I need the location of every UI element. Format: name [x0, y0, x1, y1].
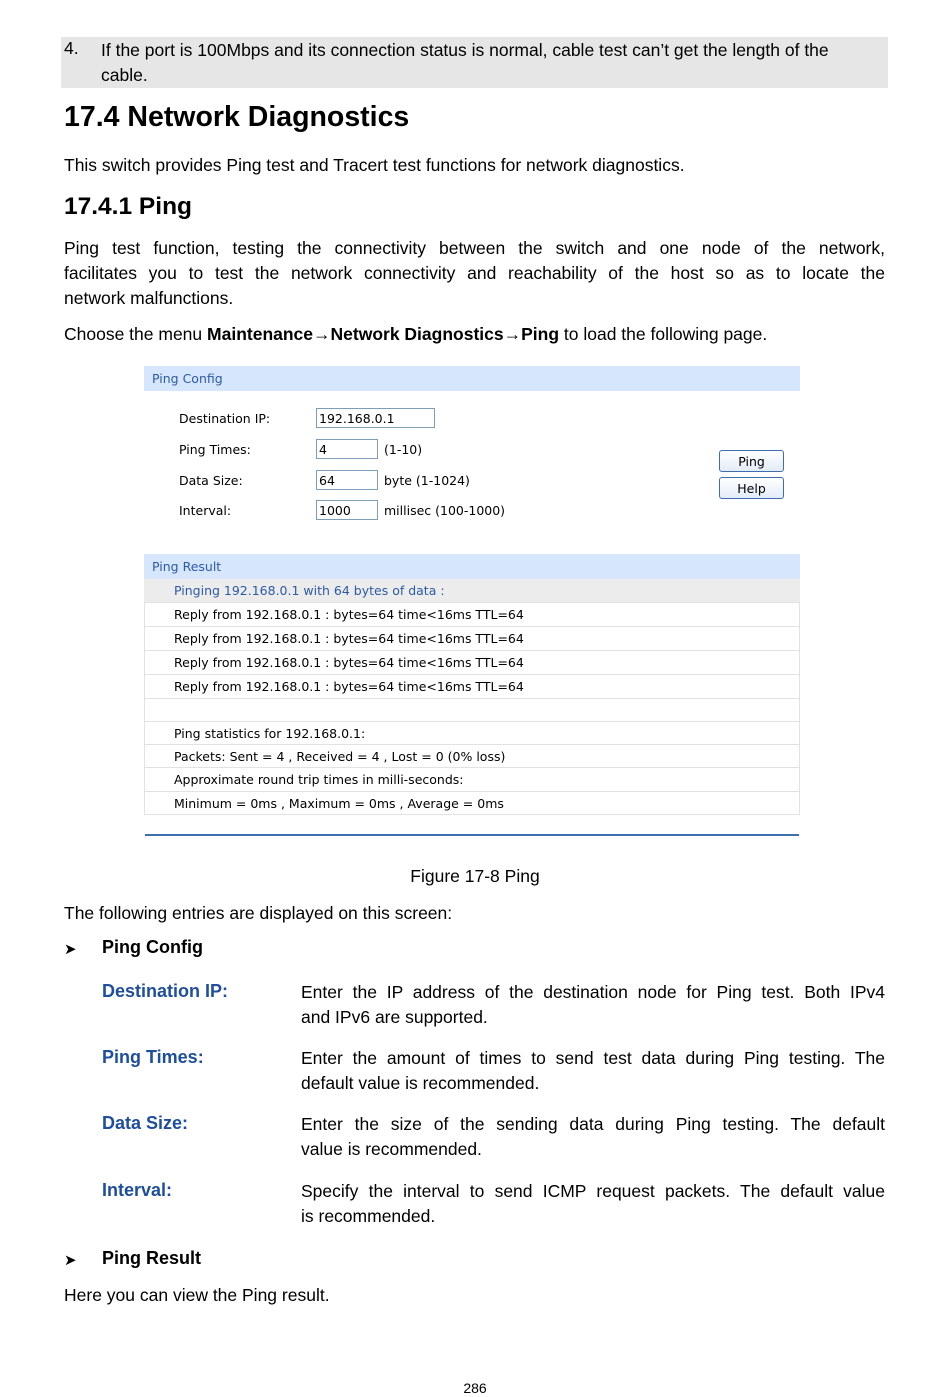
note-text: [101, 38, 885, 88]
bullet-arrow-icon: ➤: [64, 941, 77, 958]
note-line-1: If the port is 100Mbps and its connection status is normal, cable test can’t get the length of the: [101, 40, 829, 60]
paragraph-line-1: Ping test function, testing the connectivity between the switch and one node of the network,: [64, 238, 885, 258]
bullet-arrow-icon: ➤: [64, 1252, 77, 1269]
note-line-2: cable.: [101, 65, 148, 85]
def-line: value is recommended.: [301, 1139, 482, 1159]
result-row-empty: [144, 699, 800, 722]
data-size-label: Data Size:: [179, 473, 243, 488]
page-number: 286: [463, 1380, 487, 1396]
paragraph-line-2: facilitates you to test the network connectivity and reachability of the host so as to locate the: [64, 263, 885, 283]
result-row: Packets: Sent = 4 , Received = 4 , Lost = 0 (0% loss): [144, 745, 800, 768]
def-ping-times: [301, 1046, 885, 1096]
subsection-paragraph: [64, 236, 885, 311]
subsection-title: 17.4.1 Ping: [64, 193, 193, 220]
def-line: Enter the IP address of the destination node for Ping test. Both IPv4: [301, 982, 885, 1002]
def-line: is recommended.: [301, 1206, 436, 1226]
def-line: Enter the size of the sending data during Ping testing. The default: [301, 1114, 885, 1134]
result-row: Reply from 192.168.0.1 : bytes=64 time<16ms TTL=64: [144, 675, 800, 699]
def-line: and IPv6 are supported.: [301, 1007, 488, 1027]
section-intro: This switch provides Ping test and Tracert test functions for network diagnostics.: [64, 155, 685, 175]
ping-config-heading: Ping Config: [102, 937, 203, 957]
note-number: 4.: [64, 38, 79, 58]
menu-prefix: Choose the menu: [64, 324, 208, 344]
result-row: Ping statistics for 192.168.0.1:: [144, 722, 800, 745]
ping-screenshot: [144, 366, 800, 838]
def-data-size: [301, 1112, 885, 1162]
def-line: Enter the amount of times to send test data during Ping testing. The: [301, 1048, 885, 1068]
ping-button[interactable]: Ping: [719, 450, 784, 472]
def-destination-ip: [301, 980, 885, 1030]
help-button[interactable]: Help: [719, 477, 784, 499]
destination-ip-input[interactable]: 192.168.0.1: [316, 408, 435, 428]
entries-intro: The following entries are displayed on this screen:: [64, 903, 453, 923]
term-interval: Interval:: [102, 1180, 173, 1200]
figure-bottom-line: [145, 834, 799, 836]
ping-times-label: Ping Times:: [179, 442, 251, 457]
result-row: Pinging 192.168.0.1 with 64 bytes of data :: [144, 579, 800, 603]
ping-config-header: Ping Config: [144, 366, 800, 391]
result-row: Minimum = 0ms , Maximum = 0ms , Average = 0ms: [144, 792, 800, 815]
section-title: 17.4 Network Diagnostics: [64, 101, 410, 133]
figure-caption: Figure 17-8 Ping: [410, 866, 540, 886]
menu-instruction: [64, 322, 767, 347]
interval-label: Interval:: [179, 503, 232, 518]
interval-input[interactable]: 1000: [316, 500, 378, 520]
note-box: [61, 37, 888, 88]
ping-result-text: Here you can view the Ping result.: [64, 1285, 330, 1305]
ping-result-header: Ping Result: [144, 554, 800, 579]
result-row: Reply from 192.168.0.1 : bytes=64 time<16ms TTL=64: [144, 627, 800, 651]
term-destination-ip: Destination IP:: [102, 981, 229, 1001]
term-ping-times: Ping Times:: [102, 1047, 204, 1067]
ping-result-heading: Ping Result: [102, 1248, 202, 1268]
ping-times-hint: (1-10): [384, 442, 423, 457]
data-size-hint: byte (1-1024): [384, 473, 470, 488]
result-row: Reply from 192.168.0.1 : bytes=64 time<16ms TTL=64: [144, 603, 800, 627]
menu-suffix: to load the following page.: [559, 324, 768, 344]
def-line: default value is recommended.: [301, 1073, 540, 1093]
destination-ip-label: Destination IP:: [179, 411, 271, 426]
interval-hint: millisec (100-1000): [384, 503, 506, 518]
def-interval: [301, 1179, 885, 1229]
paragraph-line-3: network malfunctions.: [64, 288, 234, 308]
result-row: Reply from 192.168.0.1 : bytes=64 time<16ms TTL=64: [144, 651, 800, 675]
def-line: Specify the interval to send ICMP request packets. The default value: [301, 1181, 885, 1201]
ping-times-input[interactable]: 4: [316, 439, 378, 459]
result-row: Approximate round trip times in milli-seconds:: [144, 768, 800, 792]
term-data-size: Data Size:: [102, 1113, 189, 1133]
data-size-input[interactable]: 64: [316, 470, 378, 490]
menu-path: Maintenance→Network Diagnostics→Ping: [207, 324, 560, 344]
